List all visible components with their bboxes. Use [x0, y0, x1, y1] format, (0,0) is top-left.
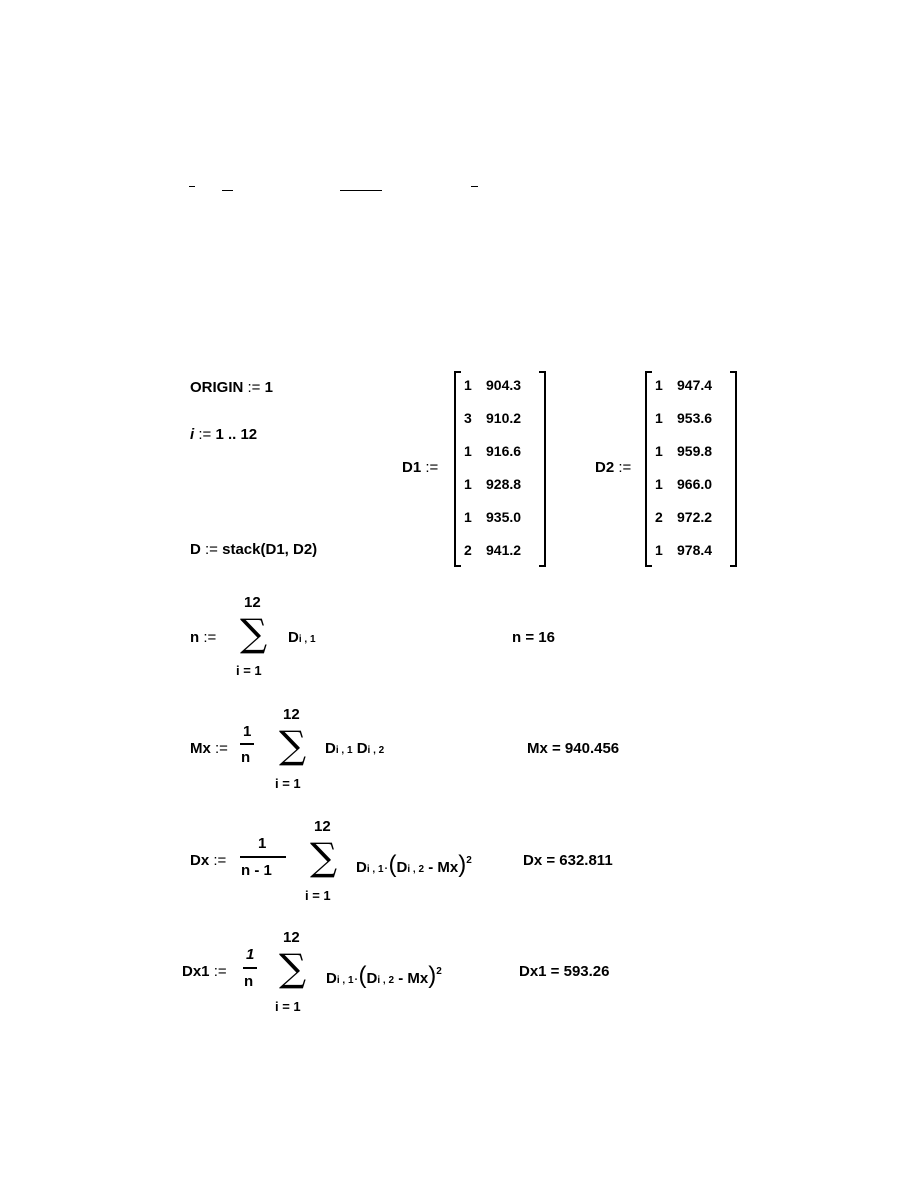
- n-lhs: n :=: [190, 629, 217, 646]
- sum-lower: i = 1: [275, 999, 301, 1014]
- dx1-term: Di , 1·(Di , 2 - Mx)$^2$: [326, 962, 442, 989]
- sum-symbol: ∑: [279, 946, 307, 990]
- mx-numerator: 1: [243, 723, 252, 740]
- assign-op: :=: [198, 426, 212, 443]
- dx-numerator: 1: [258, 835, 267, 852]
- matrix-row: 2 972.2: [655, 509, 713, 525]
- dx-denominator: n - 1: [241, 862, 272, 879]
- matrix-row: 1 959.8: [655, 443, 713, 459]
- dx1-numerator: 1: [246, 946, 255, 963]
- d1-label: D1 :=: [402, 459, 439, 476]
- fraction-bar: [243, 967, 257, 969]
- sum-upper: 12: [283, 706, 300, 723]
- n-term: Di , 1: [288, 629, 316, 646]
- d2-label: D2 :=: [595, 459, 632, 476]
- sum-upper: 12: [244, 594, 261, 611]
- stack-definition: [190, 542, 317, 557]
- range-rhs: 1 .. 12: [215, 426, 258, 443]
- artifact-dash: [471, 186, 478, 187]
- stack-lhs: D: [190, 541, 201, 558]
- sum-lower: i = 1: [275, 776, 301, 791]
- sum-symbol: ∑: [310, 835, 338, 879]
- sum-symbol: ∑: [279, 723, 307, 767]
- origin-lhs: ORIGIN: [190, 379, 244, 396]
- mx-lhs: Mx :=: [190, 740, 228, 757]
- d2-matrix: [645, 371, 737, 567]
- dx-result: Dx = 632.811: [523, 852, 613, 869]
- dx-term: Di , 1·(Di , 2 - Mx)$^2$: [356, 851, 472, 878]
- assign-op: :=: [247, 379, 261, 396]
- artifact-dash: [189, 186, 195, 187]
- matrix-row: 1 935.0: [464, 509, 522, 525]
- origin-definition: [190, 380, 273, 395]
- matrix-row: 2 941.2: [464, 542, 522, 558]
- assign-op: :=: [205, 541, 218, 558]
- dx-lhs: Dx :=: [190, 852, 227, 869]
- sum-lower: i = 1: [305, 888, 331, 903]
- artifact-dash: [222, 190, 233, 191]
- matrix-row: 1 947.4: [655, 377, 713, 393]
- mx-term: Di , 1 Di , 2: [325, 740, 385, 757]
- n-result: n = 16: [512, 629, 555, 646]
- dx1-lhs: Dx1 :=: [182, 963, 227, 980]
- fraction-bar: [240, 743, 254, 745]
- fraction-bar: [240, 856, 286, 858]
- matrix-row: 1 953.6: [655, 410, 713, 426]
- matrix-row: 1 916.6: [464, 443, 522, 459]
- origin-rhs: 1: [264, 379, 273, 396]
- artifact-dash: [340, 190, 382, 191]
- sum-upper: 12: [314, 818, 331, 835]
- dx1-denominator: n: [244, 973, 254, 990]
- dx1-result: Dx1 = 593.26: [519, 963, 610, 980]
- matrix-row: 1 978.4: [655, 542, 713, 558]
- sum-symbol: ∑: [240, 611, 268, 655]
- matrix-row: 1 928.8: [464, 476, 522, 492]
- sum-lower: i = 1: [236, 663, 262, 678]
- range-lhs: i: [190, 426, 195, 443]
- sum-upper: 12: [283, 929, 300, 946]
- d1-matrix: [454, 371, 546, 567]
- matrix-row: 1 966.0: [655, 476, 713, 492]
- matrix-row: 1 904.3: [464, 377, 522, 393]
- matrix-row: 3 910.2: [464, 410, 522, 426]
- mx-result: Mx = 940.456: [527, 740, 620, 757]
- range-definition: [190, 427, 257, 442]
- stack-rhs: stack(D1, D2): [222, 541, 318, 558]
- mx-denominator: n: [241, 749, 251, 766]
